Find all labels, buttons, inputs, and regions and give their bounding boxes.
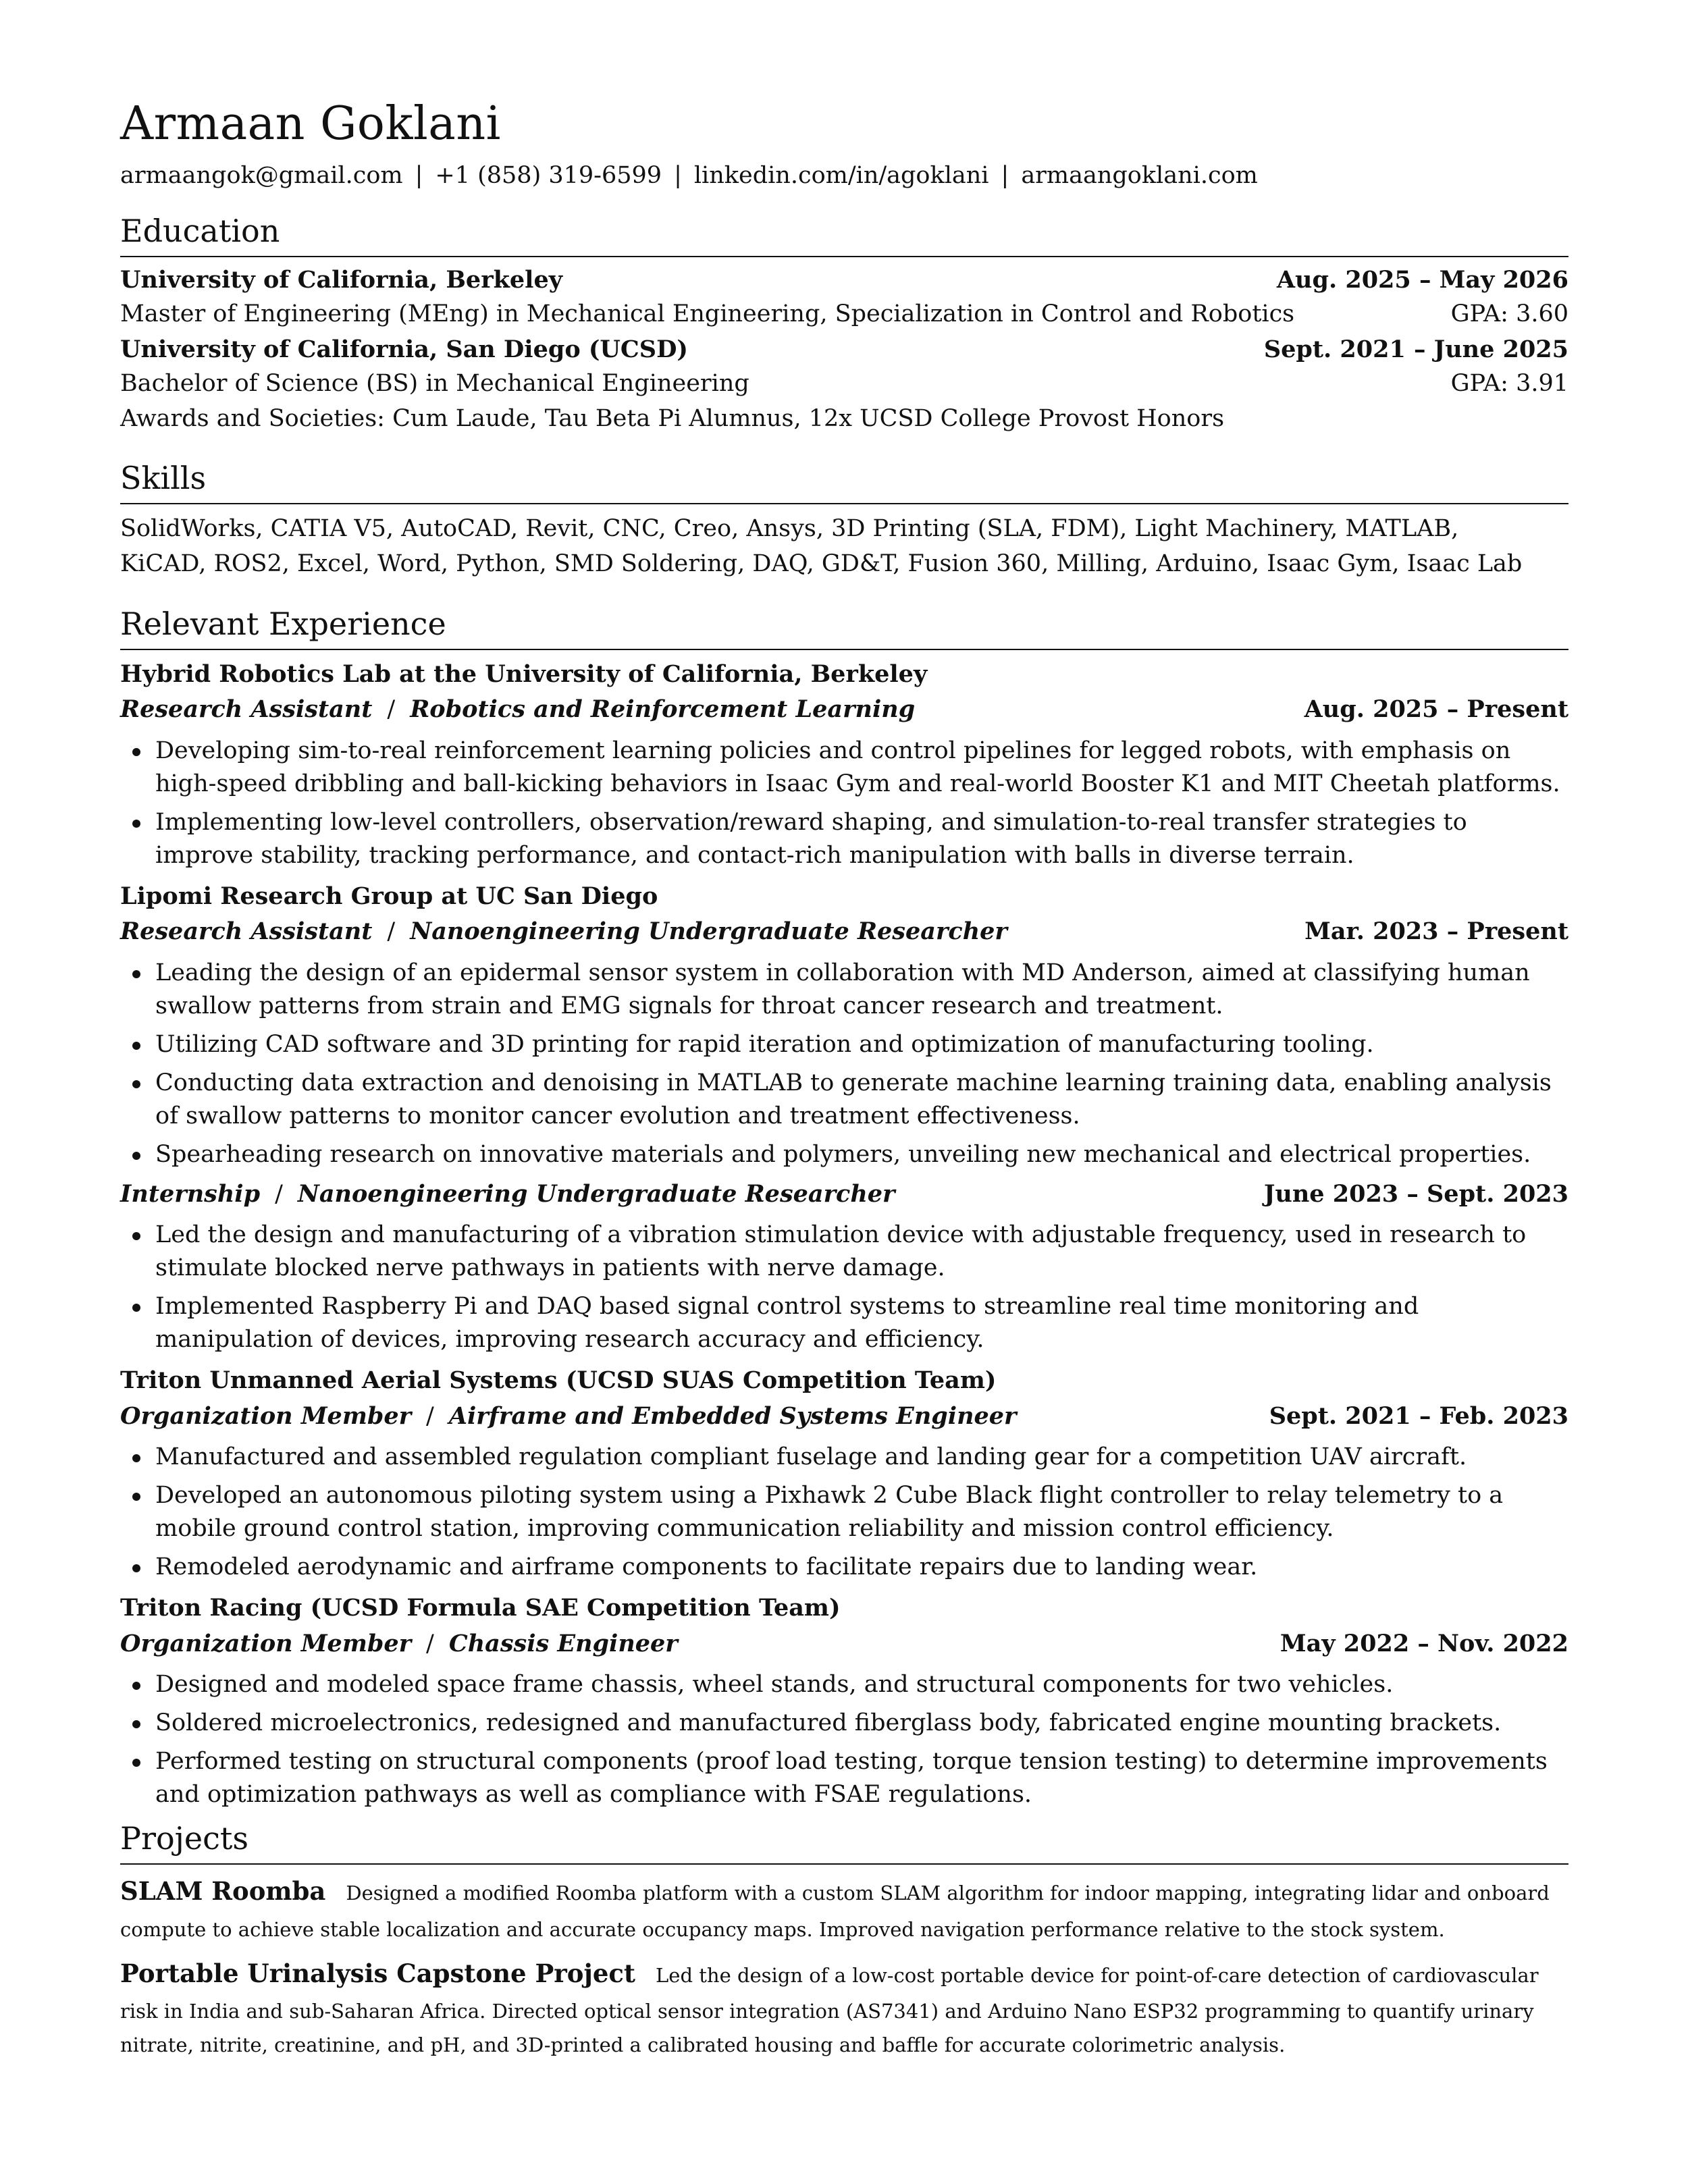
- separator: |: [1001, 162, 1009, 189]
- bullet-item: Implementing low-level controllers, observation/reward shaping, and simulation-to-real transfer strategies to improve stability, tracking performance, and contact-rich manipulation with balls in diverse terrain.: [155, 806, 1568, 872]
- role-separator: /: [387, 918, 396, 946]
- bullet-item: Manufactured and assembled regulation compliant fuselage and landing gear for a competition UAV aircraft.: [155, 1441, 1568, 1474]
- section-title-projects: Projects: [120, 1821, 1568, 1865]
- skills-line: SolidWorks, CATIA V5, AutoCAD, Revit, CNC, Creo, Ansys, 3D Printing (SLA, FDM), Light Machinery, MATLAB,: [120, 514, 1459, 542]
- bullet-item: Utilizing CAD software and 3D printing for rapid iteration and optimization of manufacturing tooling.: [155, 1028, 1568, 1061]
- projects-section: [120, 1821, 1568, 2062]
- bullet-item: Performed testing on structural components (proof load testing, torque tension testing) to determine improvements and optimization pathways as well as compliance with FSAE regulations.: [155, 1745, 1568, 1811]
- role-dates: May 2022 – Nov. 2022: [1280, 1629, 1568, 1657]
- bullet-list: [120, 1219, 1568, 1356]
- skills-list: [120, 511, 1568, 582]
- role-row: [120, 692, 1568, 728]
- bullet-list: [120, 735, 1568, 872]
- role-row: [120, 914, 1568, 950]
- role-dates: June 2023 – Sept. 2023: [1263, 1179, 1568, 1208]
- role-dates: Mar. 2023 – Present: [1304, 917, 1568, 946]
- gpa: GPA: 3.60: [1450, 300, 1568, 328]
- email-link[interactable]: armaangok@gmail.com: [120, 162, 403, 189]
- project-description: Designed a modified Roomba platform with a custom SLAM algorithm for indoor mapping, integrating lidar and onboard compute to achieve stable localization and accurate occupancy maps. Improved navigation performance relative to the stock system.: [120, 1882, 1550, 1941]
- role-title: Research Assistant: [120, 695, 373, 724]
- role-separator: /: [275, 1180, 283, 1208]
- project-title: Portable Urinalysis Capstone Project: [120, 1958, 636, 1988]
- section-title-skills: Skills: [120, 460, 1568, 504]
- role-dates: Sept. 2021 – Feb. 2023: [1269, 1402, 1568, 1430]
- education-section: [120, 213, 1568, 436]
- separator: |: [415, 162, 423, 189]
- role-focus: Nanoengineering Undergraduate Researcher: [410, 917, 1007, 946]
- bullet-item: Spearheading research on innovative materials and polymers, unveiling new mechanical and electrical properties.: [155, 1138, 1568, 1171]
- candidate-name: Armaan Goklani: [120, 97, 501, 151]
- bullet-list: [120, 1668, 1568, 1811]
- skills-section: [120, 460, 1568, 582]
- website-link[interactable]: armaangoklani.com: [1021, 162, 1258, 189]
- org-name: Triton Unmanned Aerial Systems (UCSD SUAS Competition Team): [120, 1366, 997, 1395]
- education-dates: Aug. 2025 – May 2026: [1276, 265, 1568, 294]
- experience-org: [120, 879, 1568, 1357]
- bullet-item: Conducting data extraction and denoising in MATLAB to generate machine learning training data, enabling analysis of swallow patterns to monitor cancer evolution and treatment effectiveness.: [155, 1067, 1568, 1133]
- project-description: Led the design of a low-cost portable device for point-of-care detection of cardiovascular risk in India and sub-Saharan Africa. Directed optical sensor integration (AS7341) and Arduino Nano ESP32 programming to quantify urinary nitrate, nitrite, creatinine, and pH, and 3D-printed a calibrated housing and baffle for accurate colorimetric analysis.: [120, 1963, 1539, 2057]
- role-focus: Airframe and Embedded Systems Engineer: [448, 1402, 1017, 1430]
- experience-org: [120, 657, 1568, 872]
- school-name: University of California, San Diego (UCSD): [120, 335, 688, 363]
- org-name: Lipomi Research Group at UC San Diego: [120, 882, 658, 910]
- role-row: [120, 1177, 1568, 1213]
- role-focus: Chassis Engineer: [448, 1629, 678, 1657]
- phone-number: +1 (858) 319-6599: [435, 162, 662, 189]
- role-focus: Robotics and Reinforcement Learning: [410, 695, 916, 724]
- role-separator: /: [426, 1402, 434, 1430]
- experience-org: [120, 1363, 1568, 1584]
- role-row: [120, 1626, 1568, 1662]
- education-entry: [120, 263, 1568, 436]
- role-focus: Nanoengineering Undergraduate Researcher: [297, 1179, 895, 1208]
- org-name: Triton Racing (UCSD Formula SAE Competition Team): [120, 1594, 841, 1622]
- role-title: Organization Member: [120, 1629, 412, 1657]
- section-title-education: Education: [120, 213, 1568, 257]
- bullet-item: Designed and modeled space frame chassis, wheel stands, and structural components for two vehicles.: [155, 1668, 1568, 1701]
- degree: Master of Engineering (MEng) in Mechanical Engineering, Specialization in Control and Robotics: [120, 300, 1295, 328]
- resume-page: [120, 97, 1568, 2062]
- linkedin-link[interactable]: linkedin.com/in/agoklani: [693, 162, 989, 189]
- experience-section: [120, 606, 1568, 1811]
- role-title: Organization Member: [120, 1402, 412, 1430]
- school-name: University of California, Berkeley: [120, 265, 563, 294]
- bullet-item: Leading the design of an epidermal sensor system in collaboration with MD Anderson, aimed at classifying human swallow patterns from strain and EMG signals for throat cancer research and treatment.: [155, 957, 1568, 1023]
- role-title: Research Assistant: [120, 917, 373, 946]
- bullet-item: Remodeled aerodynamic and airframe components to facilitate repairs due to landing wear.: [155, 1551, 1568, 1584]
- org-name: Hybrid Robotics Lab at the University of California, Berkeley: [120, 660, 928, 688]
- bullet-list: [120, 957, 1568, 1171]
- project-item: [120, 1870, 1568, 1947]
- project-item: [120, 1952, 1568, 2062]
- role-separator: /: [387, 696, 396, 724]
- gpa: GPA: 3.91: [1450, 370, 1568, 398]
- role-dates: Aug. 2025 – Present: [1304, 695, 1568, 724]
- bullet-item: Soldered microelectronics, redesigned and manufactured fiberglass body, fabricated engine mounting brackets.: [155, 1707, 1568, 1740]
- degree: Bachelor of Science (BS) in Mechanical Engineering: [120, 370, 749, 398]
- role-row: [120, 1399, 1568, 1435]
- role-title: Internship: [120, 1179, 261, 1208]
- bullet-item: Developed an autonomous piloting system using a Pixhawk 2 Cube Black flight controller to relay telemetry to a mobile ground control station, improving communication reliability and mission control efficiency.: [155, 1479, 1568, 1545]
- bullet-item: Implemented Raspberry Pi and DAQ based signal control systems to streamline real time monitoring and manipulation of devices, improving research accuracy and efficiency.: [155, 1290, 1568, 1356]
- bullet-item: Led the design and manufacturing of a vibration stimulation device with adjustable frequency, used in research to stimulate blocked nerve pathways in patients with nerve damage.: [155, 1219, 1568, 1285]
- section-title-experience: Relevant Experience: [120, 606, 1568, 650]
- contact-line: [120, 162, 1568, 189]
- project-title: SLAM Roomba: [120, 1876, 326, 1907]
- experience-org: [120, 1591, 1568, 1811]
- awards: Awards and Societies: Cum Laude, Tau Beta Pi Alumnus, 12x UCSD College Provost Honors: [120, 404, 1225, 432]
- bullet-item: Developing sim-to-real reinforcement learning policies and control pipelines for legged robots, with emphasis on high-speed dribbling and ball-kicking behaviors in Isaac Gym and real-world Booster K1 and MIT Cheetah platforms.: [155, 735, 1568, 801]
- role-separator: /: [426, 1630, 434, 1657]
- skills-line: KiCAD, ROS2, Excel, Word, Python, SMD Soldering, DAQ, GD&T, Fusion 360, Milling, Arduino, Isaac Gym, Isaac Lab: [120, 550, 1523, 578]
- bullet-list: [120, 1441, 1568, 1584]
- separator: |: [674, 162, 682, 189]
- education-dates: Sept. 2021 – June 2025: [1263, 335, 1568, 363]
